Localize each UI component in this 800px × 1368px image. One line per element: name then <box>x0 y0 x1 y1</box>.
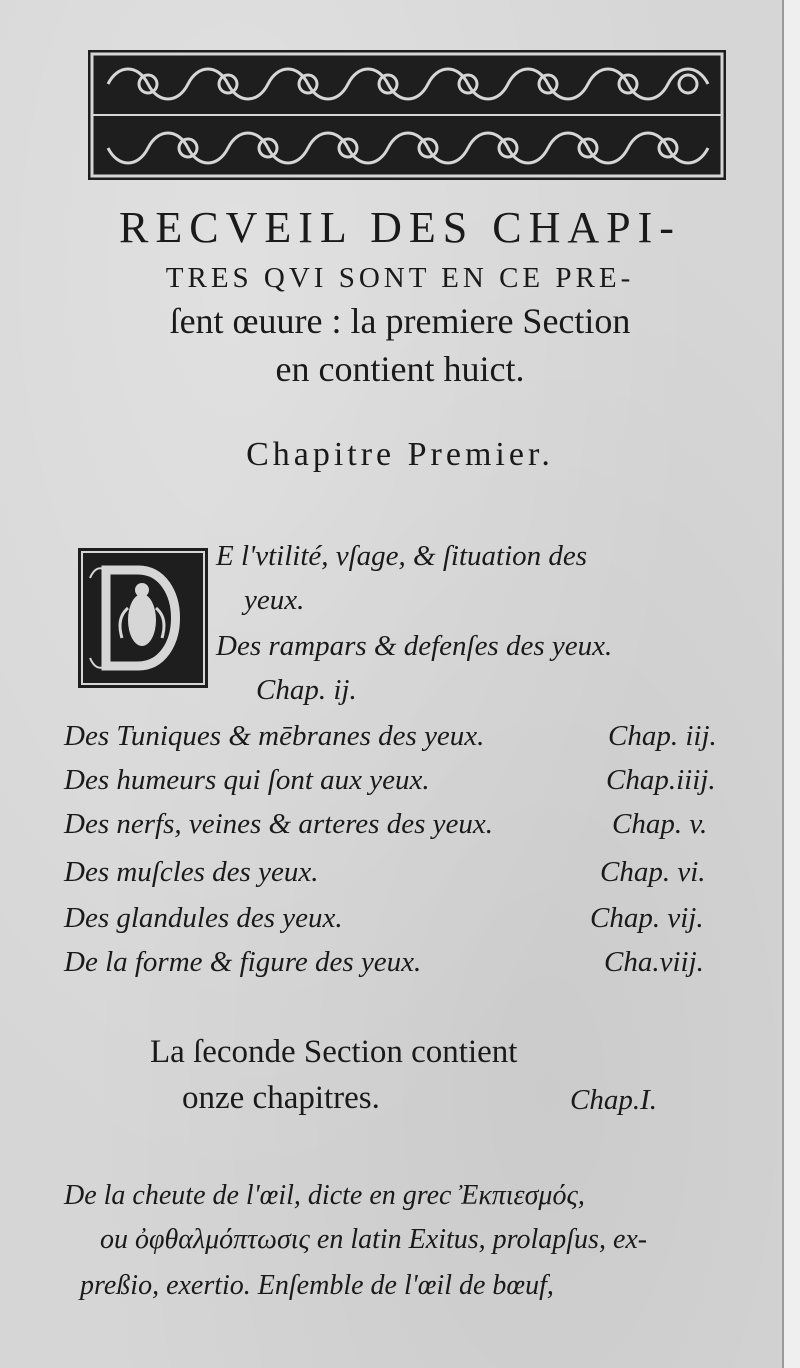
entry-8-title: De la forme & figure des yeux. <box>64 946 422 978</box>
entry-1-line-1: E l'vtilité, vſage, & ſituation des <box>216 540 588 572</box>
entry-2-chap: Chap. ij. <box>256 674 357 706</box>
title-line-3: ſent œuure : la premiere Section <box>169 301 631 341</box>
title-line-2: TRES QVI SONT EN CE PRE- <box>165 262 635 294</box>
eagle-drop-cap-icon <box>78 548 208 688</box>
page-edge <box>782 0 800 1368</box>
entry-s2-1-line-2: ou ὀφθαλμόπτωσις en latin Exitus, prolapſus, ex- <box>100 1224 648 1255</box>
entry-6-chap: Chap. vi. <box>600 856 706 888</box>
arabesque-ornament-icon <box>88 50 726 180</box>
entry-s2-1-line-1: De la cheute de l'œil, dicte en grec Ἐκπιεσμός, <box>64 1180 585 1211</box>
entry-7-chap: Chap. vij. <box>590 902 704 934</box>
entry-6-title: Des muſcles des yeux. <box>64 856 319 888</box>
title-line-4: en contient huict. <box>275 349 525 389</box>
title-line-1: RECVEIL DES CHAPI- <box>119 203 681 252</box>
entry-7-title: Des glandules des yeux. <box>64 902 343 934</box>
entry-1-line-2: yeux. <box>244 584 305 616</box>
entry-3-chap: Chap. iij. <box>608 720 717 752</box>
entry-5-chap: Chap. v. <box>612 808 708 840</box>
entry-s2-1-line-3: preßio, exertio. Enſemble de l'œil de bœuf, <box>80 1270 554 1301</box>
entry-8-chap: Cha.viij. <box>604 946 704 978</box>
entry-4-title: Des humeurs qui ſont aux yeux. <box>64 764 430 796</box>
entry-3-title: Des Tuniques & mēbranes des yeux. <box>64 720 485 752</box>
section-2-chap: Chap.I. <box>570 1084 657 1116</box>
entry-5-title: Des nerfs, veines & arteres des yeux. <box>64 808 493 840</box>
entry-2-title: Des rampars & defenſes des yeux. <box>216 630 613 662</box>
chapter-heading: Chapitre Premier. <box>246 436 554 473</box>
section-2-heading-line-1: La ſeconde Section contient <box>150 1034 518 1070</box>
drop-cap-d <box>78 548 208 688</box>
ornamental-headpiece <box>88 50 726 180</box>
section-2-heading-line-2: onze chapitres. <box>182 1080 380 1116</box>
entry-4-chap: Chap.iiij. <box>606 764 716 796</box>
